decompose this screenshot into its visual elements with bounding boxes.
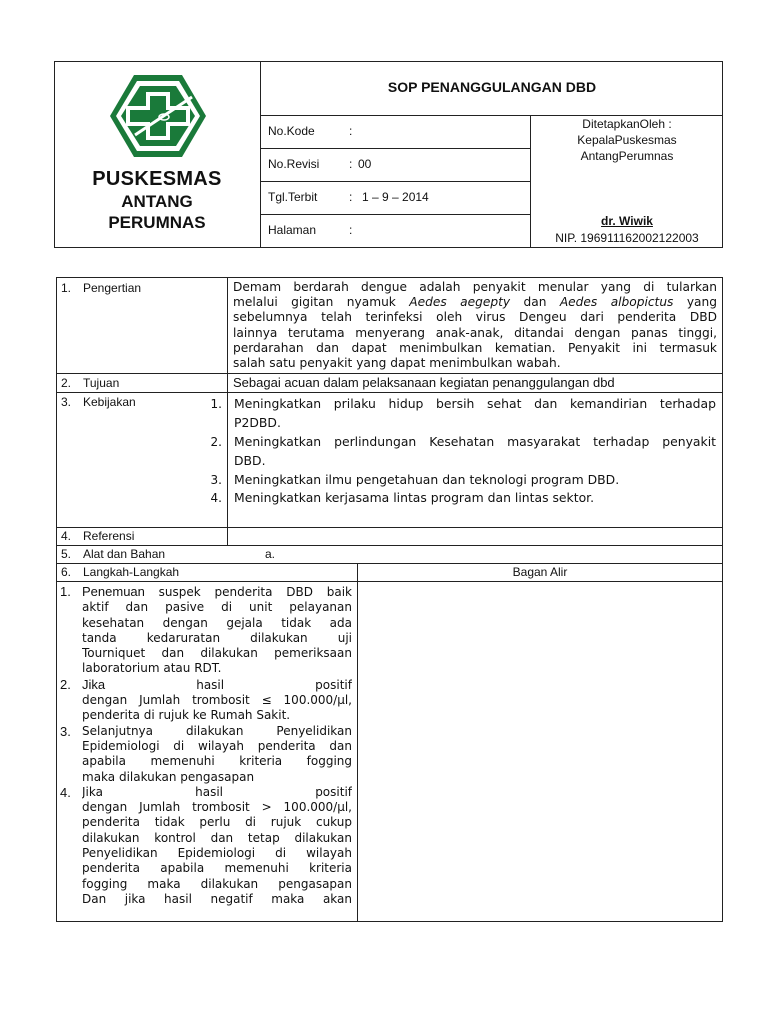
- alat-bahan-value: a.: [265, 547, 276, 561]
- approval-line2: KepalaPuskesmas: [577, 133, 677, 147]
- section-label-referensi: Referensi: [83, 529, 135, 543]
- row-divider: [56, 545, 723, 546]
- kebijakan-item-number: 4.: [210, 491, 222, 505]
- emphasis-text: Jika: [82, 676, 106, 692]
- table-col-divider: [227, 277, 228, 545]
- kebijakan-item-text-cont: DBD.: [234, 453, 266, 468]
- section-label-alat-bahan: Alat dan Bahan: [83, 547, 166, 561]
- field-sep: :: [349, 190, 353, 204]
- pengertian-line: salah satu penyakit yang dapat menimbulkan wabah.: [233, 356, 561, 371]
- field-value-terbit: 1 – 9 – 2014: [362, 190, 429, 204]
- field-label-revisi: No.Revisi: [268, 157, 320, 171]
- step-item: [60, 724, 352, 785]
- approval-line3: AntangPerumnas: [580, 149, 674, 163]
- step-line: Jika hasil positif: [82, 784, 352, 799]
- step-line: penderita apabila memenuhi kriteria: [82, 861, 352, 876]
- kebijakan-item-text: Meningkatkan prilaku hidup bersih sehat dan kemandirian terhadap: [234, 396, 716, 411]
- kebijakan-item-text: Meningkatkan ilmu pengetahuan dan teknologi program DBD.: [234, 472, 620, 487]
- kebijakan-item-number: 3.: [210, 473, 222, 487]
- step-line: aktif dan pasive di unit pelayanan: [82, 600, 352, 615]
- emphasis-text: Penemuan: [82, 584, 145, 599]
- section-number: 4.: [61, 529, 72, 543]
- steps-col-divider: [357, 563, 358, 921]
- step-number: 3.: [60, 723, 71, 739]
- kebijakan-item-text-cont: P2DBD.: [234, 415, 281, 430]
- step-line: Penemuan suspek penderita DBD baik: [82, 584, 352, 599]
- field-sep: :: [349, 124, 353, 138]
- step-line: fogging maka dilakukan pengasapan: [82, 876, 352, 891]
- step-number: 2.: [60, 676, 71, 692]
- org-name-line3: PERUMNAS: [108, 213, 206, 232]
- step-line: kesehatan dengan gejala tidak ada: [82, 615, 352, 630]
- step-line: dilakukan kontrol dan tetap dilakukan: [82, 830, 352, 845]
- step-number: 4.: [60, 784, 71, 800]
- row-divider: [56, 392, 723, 393]
- step-line: Jika hasil positif: [82, 676, 352, 692]
- pengertian-line: Demam berdarah dengue adalah penyakit menular yang di tularkan: [233, 280, 717, 294]
- org-name-line1: PUSKESMAS: [92, 168, 222, 190]
- kebijakan-item-text: Meningkatkan kerjasama lintas program dan lintas sektor.: [234, 490, 595, 505]
- section-number: 2.: [61, 376, 72, 390]
- row-divider: [56, 563, 723, 564]
- step-line: Tourniquet dan dilakukan pemeriksaan: [82, 646, 352, 661]
- org-name-line2: ANTANG: [121, 192, 193, 211]
- row-divider: [56, 527, 723, 528]
- emphasis-text: Aedes albopictus: [559, 295, 674, 310]
- step-line: dengan Jumlah trombosit > 100.000/µl,: [82, 800, 352, 815]
- section-number: 5.: [61, 547, 72, 561]
- bagan-alir-header: Bagan Alir: [512, 565, 568, 579]
- signer-name: dr. Wiwik: [601, 214, 653, 228]
- signer-nip: NIP. 196911162002122003: [555, 231, 699, 245]
- header-row-divider: [260, 148, 531, 149]
- step-item: [60, 785, 352, 907]
- field-sep: :: [349, 157, 353, 171]
- field-sep: :: [349, 223, 353, 237]
- header-row-divider: [260, 214, 531, 215]
- step-line: penderita tidak perlu di rujuk cukup: [82, 815, 352, 830]
- step-line: apabila memenuhi kriteria fogging: [82, 754, 352, 769]
- puskesmas-logo-icon: [108, 73, 208, 159]
- field-label-halaman: Halaman: [268, 223, 317, 237]
- step-item: [60, 677, 352, 724]
- table-border-top: [56, 277, 723, 278]
- step-line: dengan Jumlah trombosit ≤ 100.000/µl,: [82, 693, 352, 708]
- section-label-langkah: Langkah-Langkah: [83, 565, 180, 579]
- section-number: 6.: [61, 565, 72, 579]
- step-line: laboratorium atau RDT.: [82, 661, 222, 676]
- table-border-bottom: [56, 921, 723, 922]
- pengertian-line: sebelumnya telah terinfeksi oleh virus Dengeu dari penderita DBD: [233, 310, 717, 325]
- step-line: Epidemiologi di wilayah penderita dan: [82, 738, 352, 753]
- step-line: Dan jika hasil negatif maka akan: [82, 891, 352, 906]
- step-line: tanda kedaruratan dilakukan uji: [82, 630, 352, 645]
- section-label-tujuan: Tujuan: [83, 376, 120, 390]
- row-divider: [56, 373, 723, 374]
- row-divider: [56, 581, 723, 582]
- section-number: 1.: [61, 281, 72, 295]
- step-line: Penyelidikan Epidemiologi di wilayah: [82, 846, 352, 861]
- pengertian-text: [233, 280, 717, 371]
- section-number: 3.: [61, 395, 72, 409]
- header-row-divider: [260, 181, 531, 182]
- tujuan-text: Sebagai acuan dalam pelaksanaan kegiatan penanggulangan dbd: [233, 375, 615, 390]
- step-item: [60, 584, 352, 677]
- step-line: penderita di rujuk ke Rumah Sakit.: [82, 708, 291, 723]
- field-label-kode: No.Kode: [268, 124, 315, 138]
- approval-line1: DitetapkanOleh :: [582, 117, 672, 131]
- emphasis-text: Aedes aegepty: [409, 295, 511, 310]
- pengertian-line: melalui gigitan nyamuk Aedes aegepty dan Aedes albopictus yang: [233, 295, 717, 310]
- field-value-revisi: 00: [358, 157, 372, 171]
- section-label-pengertian: Pengertian: [83, 281, 142, 295]
- kebijakan-item-number: 2.: [210, 435, 222, 449]
- header-border-bottom: [54, 247, 723, 248]
- section-label-kebijakan: Kebijakan: [83, 395, 136, 409]
- document-title: SOP PENANGGULANGAN DBD: [387, 79, 597, 95]
- header-divider-title: [260, 115, 723, 116]
- step-number: 1.: [60, 584, 71, 599]
- pengertian-line: perdarahan dan dapat menimbulkan kematian. Penyakit ini termasuk: [233, 340, 717, 355]
- header-border-top: [54, 61, 723, 62]
- pengertian-line: lainnya terutama menyerang anak-anak, ditandai dengan panas tinggi,: [233, 325, 717, 340]
- step-line: Selanjutnya dilakukan Penyelidikan: [82, 723, 352, 738]
- kebijakan-item-text: Meningkatkan perlindungan Kesehatan masyarakat terhadap penyakit: [234, 434, 716, 449]
- kebijakan-item-number: 1.: [210, 397, 222, 411]
- field-label-terbit: Tgl.Terbit: [268, 190, 318, 204]
- step-line: maka dilakukan pengasapan: [82, 769, 255, 784]
- steps-list: [60, 584, 352, 907]
